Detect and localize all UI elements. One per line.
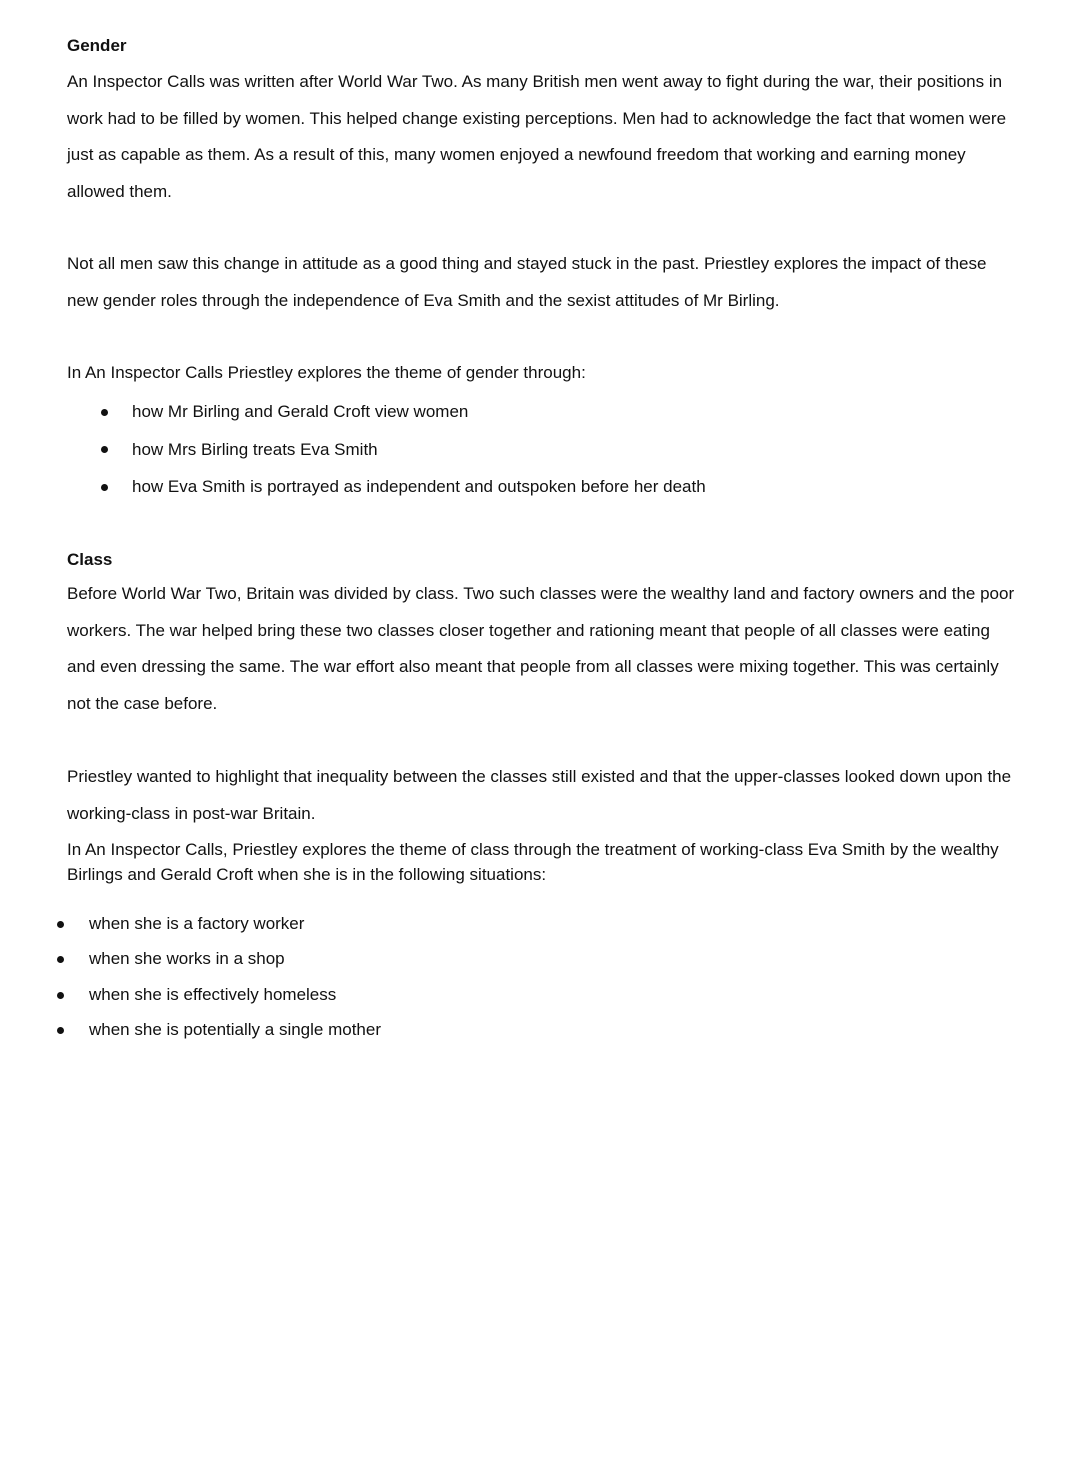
class-intro-text: In An Inspector Calls, Priestley explores the theme of class through the treatment of working-class Eva Smith by the wealthy Birlings and Gerald Croft when she is in the following situations: [67,840,999,884]
list-item: when she is potentially a single mother [0,1020,381,1055]
gender-intro-text: In An Inspector Calls Priestley explores the theme of gender through: [67,363,586,382]
bullet-icon [101,484,108,491]
class-intro [67,838,1017,887]
gender-paragraph-2 [67,246,1017,319]
gender-paragraph-2-text: Not all men saw this change in attitude as a good thing and stayed stuck in the past. Priestley explores the impact of these new gender roles through the independence of Eva Smith and the sexist attitudes of Mr Birling. [67,254,987,310]
class-heading: Class [67,550,113,569]
list-item: how Mrs Birling treats Eva Smith [67,440,1027,478]
class-paragraph-2-text: Priestley wanted to highlight that inequality between the classes still existed and that the upper-classes looked down upon the working-class in post-war Britain. [67,767,1012,823]
bullet-icon [57,992,64,999]
list-item: how Mr Birling and Gerald Croft view women [67,402,1027,440]
class-paragraph-2 [67,759,1022,832]
list-item: when she is effectively homeless [0,985,381,1020]
bullet-icon [57,921,64,928]
bullet-icon [101,409,108,416]
bullet-icon [57,956,64,963]
bullet-icon [57,1027,64,1034]
bullet-icon [101,446,108,453]
gender-heading-block [67,36,1027,56]
list-item: when she works in a shop [0,949,381,984]
class-heading-block [67,550,1027,570]
gender-intro [67,355,1027,392]
class-paragraph-1 [67,576,1017,722]
gender-paragraph-1-text: An Inspector Calls was written after World War Two. As many British men went away to fight during the war, their positions in work had to be filled by women. This helped change existing perceptions. Men had to acknowledge the fact that women were just as capable as them. As a result of this, many women enjoyed a newfound freedom that working and earning money allowed them. [67,72,1007,201]
class-paragraph-1-text: Before World War Two, Britain was divided by class. Two such classes were the wealthy land and factory owners and the poor workers. The war helped bring these two classes closer together and rationing meant that people of all classes were eating and even dressing the same. The war effort also meant that people from all classes were mixing together. This was certainly not the case before. [67,584,1015,713]
list-item: when she is a factory worker [0,914,381,949]
gender-bullet-list [67,402,1027,515]
gender-heading: Gender [67,36,127,55]
list-item: how Eva Smith is portrayed as independent and outspoken before her death [67,477,1027,515]
gender-paragraph-1 [67,64,1017,210]
